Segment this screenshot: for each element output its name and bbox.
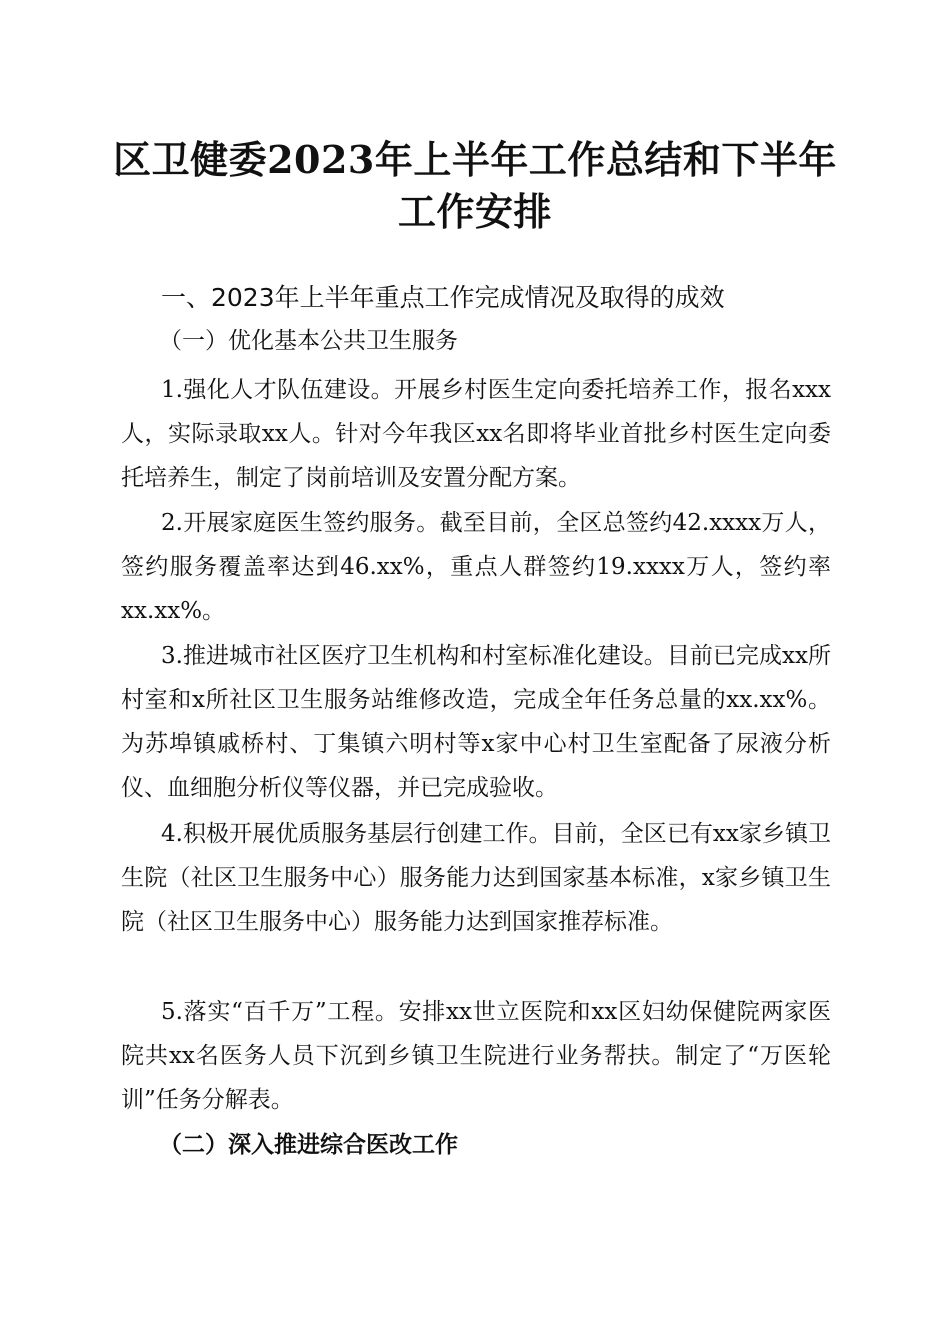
paragraph-5: 5.落实“百千万”工程。安排xx世立医院和xx区妇幼保健院两家医院共xx名医务人员下沉到乡镇卫生院进行业务帮扶。制定了“万医轮训”任务分解表。 <box>121 999 831 1113</box>
section-heading-1: 一、2023年上半年重点工作完成情况及取得的成效 <box>161 283 725 312</box>
subsection-heading-1: （一）优化基本公共卫生服务 <box>159 328 458 354</box>
document-title: 区卫健委2023年上半年工作总结和下半年工作安排 <box>113 137 837 234</box>
paragraph-4: 4.积极开展优质服务基层行创建工作。目前，全区已有xx家乡镇卫生院（社区卫生服务中心）服务能力达到国家基本标准，x家乡镇卫生院（社区卫生服务中心）服务能力达到国家推荐标准。 <box>121 821 831 935</box>
paragraph-2: 2.开展家庭医生签约服务。截至目前，全区总签约42.xxxx万人，签约服务覆盖率达到46.xx%，重点人群签约19.xxxx万人，签约率xx.xx%。 <box>121 510 831 624</box>
subsection-heading-2: （二）深入推进综合医改工作 <box>159 1131 458 1158</box>
paragraph-3: 3.推进城市社区医疗卫生机构和村室标准化建设。目前已完成xx所村室和x所社区卫生服务站维修改造，完成全年任务总量的xx.xx%。为苏埠镇戚桥村、丁集镇六明村等x家中心村卫生室配备了尿液分析仪、血细胞分析仪等仪器，并已完成验收。 <box>121 643 831 801</box>
paragraph-1: 1.强化人才队伍建设。开展乡村医生定向委托培养工作，报名xxx人，实际录取xx人。针对今年我区xx名即将毕业首批乡村医生定向委托培养生，制定了岗前培训及安置分配方案。 <box>121 377 831 491</box>
